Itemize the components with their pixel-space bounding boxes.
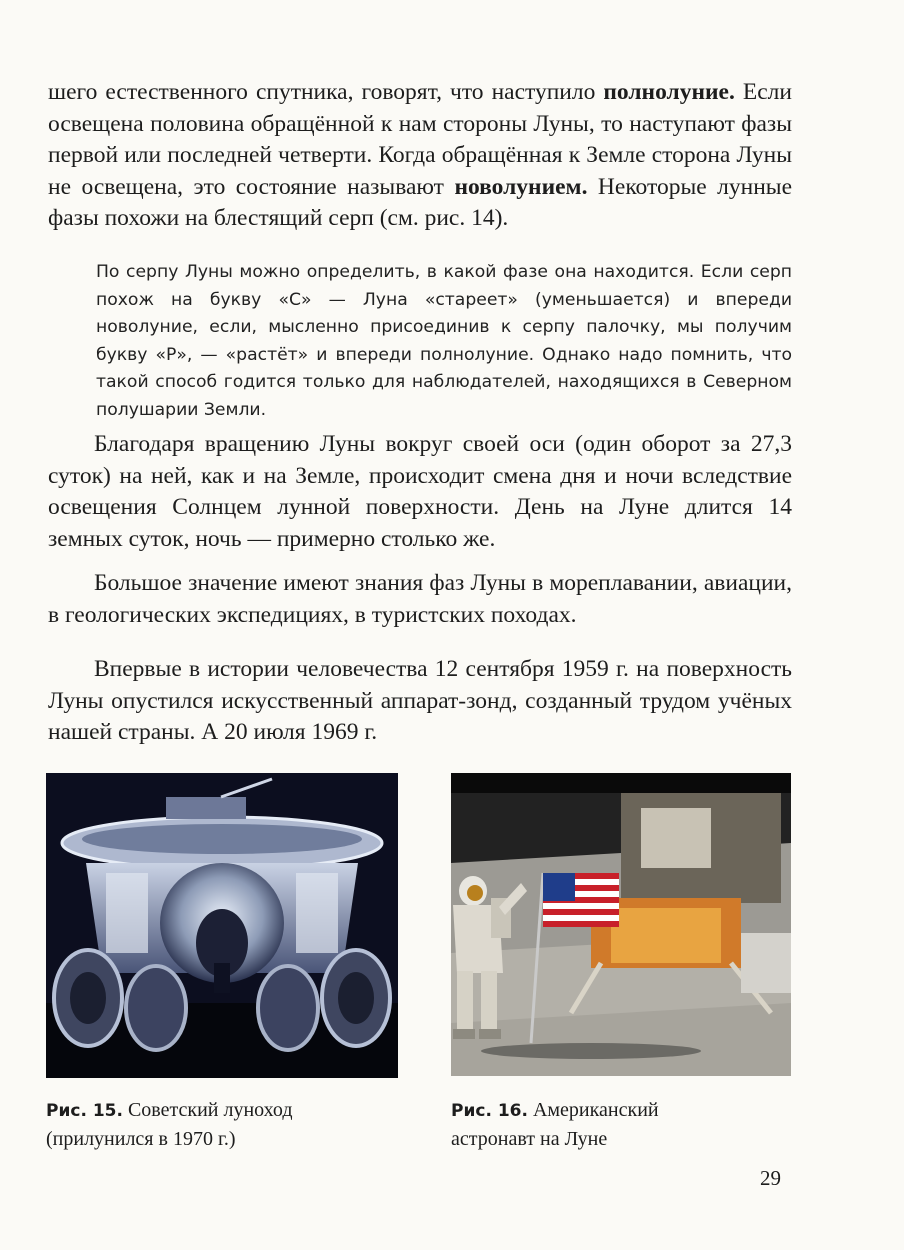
paragraph-rotation bbox=[48, 429, 792, 555]
paragraph-history bbox=[48, 654, 792, 749]
paragraph-phases-text-2: Если освещена половина обращённой к нам стороны Луны, то наступают фазы первой или последней четверти. Когда обращённая к Земле сторона Луны не освещена, это состояние называют bbox=[48, 79, 792, 200]
paragraph-phases-text-3: Некоторые лунные фазы похожи на блестящий серп (см. рис. 14). bbox=[48, 173, 793, 231]
term-new-moon: новолунием. bbox=[454, 173, 588, 200]
caption-figure-15-label: Рис. 15. bbox=[46, 1101, 123, 1121]
us-flag bbox=[543, 873, 619, 927]
caption-figure-16-line1: Американский bbox=[527, 1099, 659, 1121]
figure-lunokhod-photo bbox=[46, 773, 398, 1078]
caption-figure-15 bbox=[46, 1096, 293, 1153]
astronaut-illustration bbox=[451, 773, 791, 1076]
paragraph-phases bbox=[48, 77, 792, 235]
caption-figure-15-line2: (прилунился в 1970 г.) bbox=[46, 1128, 236, 1150]
paragraph-rotation-text: Благодаря вращению Луны вокруг своей оси (один оборот за 27,3 суток) на ней, как и на Земле, происходит смена дня и ночи вследствие освещения Солнцем лунной поверхности. День на Луне длится 14 земных суток, ночь — примерно столько же. bbox=[48, 431, 792, 552]
note-crescent-rule: По серпу Луны можно определить, в какой фазе она находится. Если серп похож на букву «С» — Луна «стареет» (уменьшается) и впереди новолуние, если, мысленно присоединив к серпу палочку, мы получим букву «Р», — «растёт» и впереди полнолуние. Однако надо помнить, что такой способ годится только для наблюдателей, находящихся в Северном полушарии Земли. bbox=[96, 262, 792, 420]
paragraph-importance bbox=[48, 568, 792, 631]
lunokhod-illustration bbox=[46, 773, 398, 1078]
figure-astronaut-photo bbox=[451, 773, 791, 1076]
page-number: 29 bbox=[760, 1166, 781, 1190]
caption-figure-16 bbox=[451, 1096, 659, 1153]
paragraph-importance-text: Большое значение имеют знания фаз Луны в мореплавании, авиации, в геологических экспедициях, в туристских походах. bbox=[48, 570, 792, 628]
paragraph-history-text: Впервые в истории человечества 12 сентября 1959 г. на поверхность Луны опустился искусственный аппарат-зонд, созданный трудом учёных нашей страны. А 20 июля 1969 г. bbox=[48, 656, 792, 745]
caption-figure-16-label: Рис. 16. bbox=[451, 1101, 528, 1121]
caption-figure-15-line1: Советский луноход bbox=[122, 1099, 293, 1121]
paragraph-phases-text-1: шего естественного спутника, говорят, что наступило bbox=[48, 79, 604, 105]
term-full-moon: полнолуние. bbox=[603, 79, 735, 105]
caption-figure-16-line2: астронавт на Луне bbox=[451, 1128, 608, 1150]
